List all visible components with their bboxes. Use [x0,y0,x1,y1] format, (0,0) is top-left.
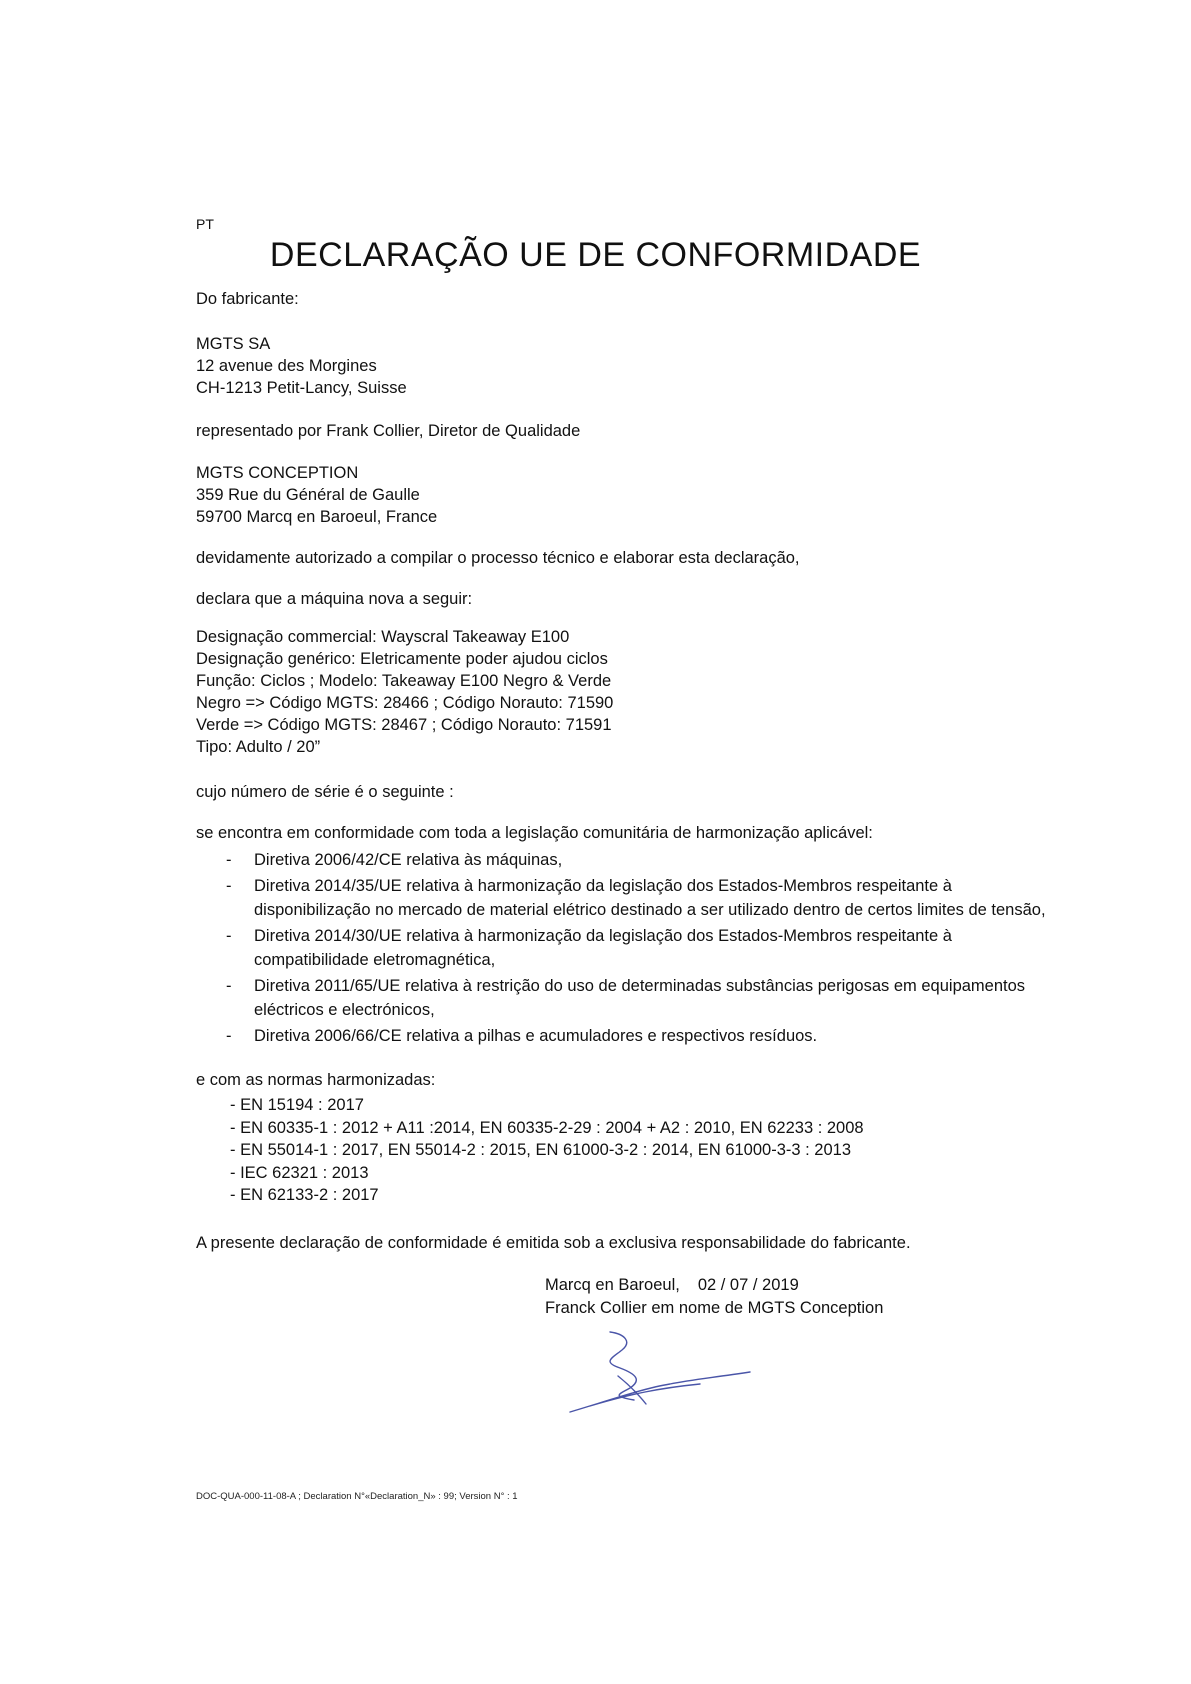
manufacturer-city: CH-1213 Petit-Lancy, Suisse [196,379,407,397]
norm-item: - EN 60335-1 : 2012 + A11 :2014, EN 60335-2-29 : 2004 + A2 : 2010, EN 62233 : 2008 [230,1118,864,1137]
machine-line: Tipo: Adulto / 20” [196,738,321,756]
machine-details [196,626,1056,758]
manufacturer-street: 12 avenue des Morgines [196,357,377,375]
directive-item: - Diretiva 2006/42/CE relativa às máquinas, [226,851,563,869]
conformity-intro: se encontra em conformidade com toda a legislação comunitária de harmonização aplicável: [196,824,873,842]
representative-name: MGTS CONCEPTION [196,464,359,482]
machine-line: Designação genérico: Eletricamente poder ajudou ciclos [196,650,608,668]
signature-date: 02 / 07 / 2019 [697,1276,799,1294]
representative-city: 59700 Marcq en Baroeul, France [196,508,438,526]
manufacturer-label: Do fabricante: [196,290,299,308]
serial-label: cujo número de série é o seguinte : [196,783,454,801]
norms-list [230,1094,864,1207]
signature-stroke [570,1332,750,1412]
place-date-line [545,1274,883,1297]
manufacturer-address [196,333,1056,399]
norm-item: - EN 62133-2 : 2017 [230,1186,379,1204]
machine-line: Verde => Código MGTS: 28467 ; Código Norauto: 71591 [196,716,612,734]
representative-address [196,462,1056,528]
directive-item: - Diretiva 2014/35/UE relativa à harmonização da legislação dos Estados-Membros respeitante à disponibilização no mercado de material elétrico destinado a ser utilizado dentro de certos limites de tensão, [226,877,1046,919]
manufacturer-name: MGTS SA [196,335,271,353]
directive-item: - Diretiva 2014/30/UE relativa à harmonização da legislação dos Estados-Membros respeitante à compatibilidade eletromagnética, [226,927,952,969]
signature-block [545,1274,883,1320]
norm-item: - IEC 62321 : 2013 [230,1163,369,1182]
machine-line: Função: Ciclos ; Modelo: Takeaway E100 Negro & Verde [196,672,612,690]
directives-list [196,848,1056,1050]
document-title: DECLARAÇÃO UE DE CONFORMIDADE [269,236,922,274]
machine-line: Designação commercial: Wayscral Takeaway E100 [196,628,570,646]
language-code: PT [196,216,214,232]
directive-item: - Diretiva 2006/66/CE relativa a pilhas e acumuladores e respectivos resíduos. [226,1027,818,1045]
authorization-text: devidamente autorizado a compilar o processo técnico e elaborar esta declaração, [196,549,800,567]
norm-item: - EN 55014-1 : 2017, EN 55014-2 : 2015, EN 61000-3-2 : 2014, EN 61000-3-3 : 2013 [230,1141,851,1159]
directive-item: - Diretiva 2011/65/UE relativa à restrição do uso de determinadas substâncias perigosas em equipamentos eléctricos e electrónicos, [226,977,1026,1019]
responsibility-statement: A presente declaração de conformidade é emitida sob a exclusiva responsabilidade do fabricante. [196,1234,911,1252]
machine-line: Negro => Código MGTS: 28466 ; Código Norauto: 71590 [196,694,614,712]
machine-intro: declara que a máquina nova a seguir: [196,590,473,608]
signature-place: Marcq en Baroeul, [545,1276,680,1294]
representative-street: 359 Rue du Général de Gaulle [196,486,420,504]
norms-intro: e com as normas harmonizadas: [196,1071,436,1089]
handwritten-signature [550,1328,760,1418]
represented-by: representado por Frank Collier, Diretor de Qualidade [196,422,581,440]
signer-name: Franck Collier em nome de MGTS Conception [545,1299,884,1317]
footer-reference: DOC-QUA-000-11-08-A ; Declaration N°«Declaration_N» : 99; Version N° : 1 [196,1491,518,1502]
norm-item: - EN 15194 : 2017 [230,1096,364,1114]
